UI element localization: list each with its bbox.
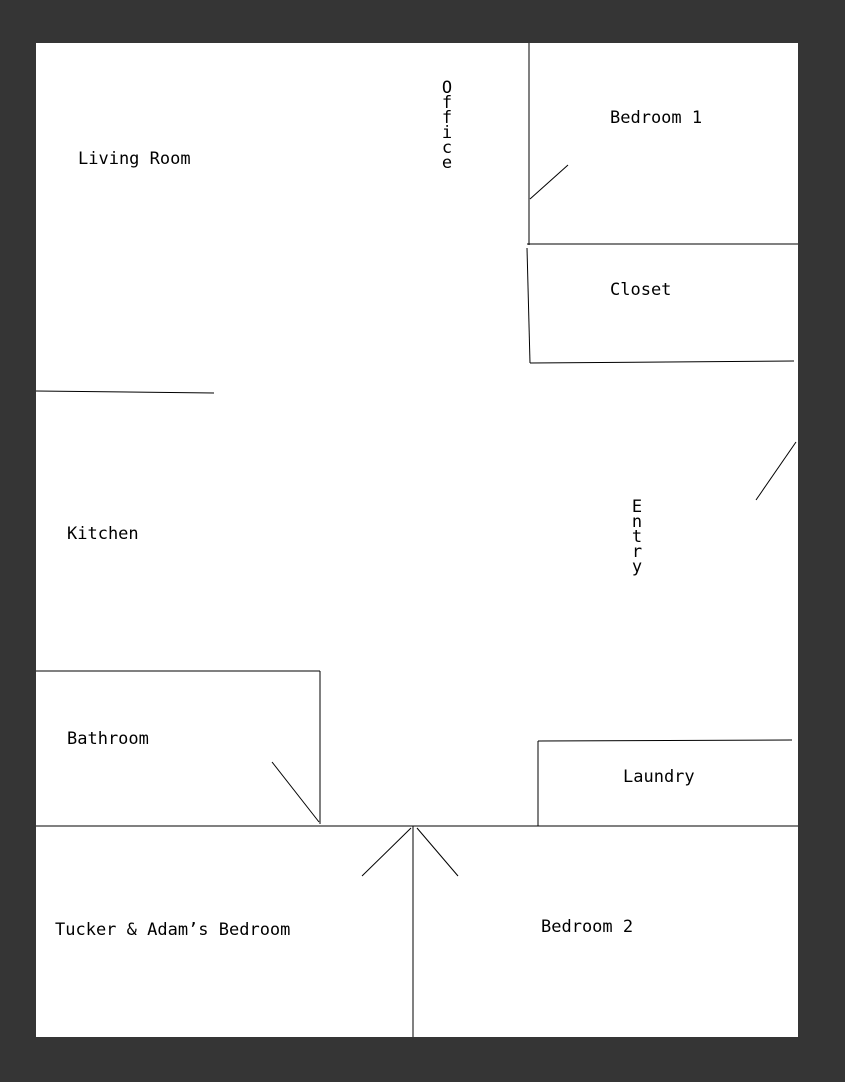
label-living-room: Living Room: [78, 149, 191, 169]
label-bedroom-2: Bedroom 2: [541, 917, 634, 937]
label-bedroom-1: Bedroom 1: [610, 108, 703, 128]
label-office: Office: [441, 78, 453, 173]
label-tucker-adam-bedroom: Tucker & Adam’s Bedroom: [55, 920, 291, 940]
floor-area: [36, 43, 798, 1037]
label-closet: Closet: [610, 280, 672, 300]
label-laundry: Laundry: [623, 767, 695, 787]
label-bathroom: Bathroom: [67, 729, 149, 749]
label-entry: Entry: [631, 497, 643, 577]
label-kitchen: Kitchen: [67, 524, 139, 544]
